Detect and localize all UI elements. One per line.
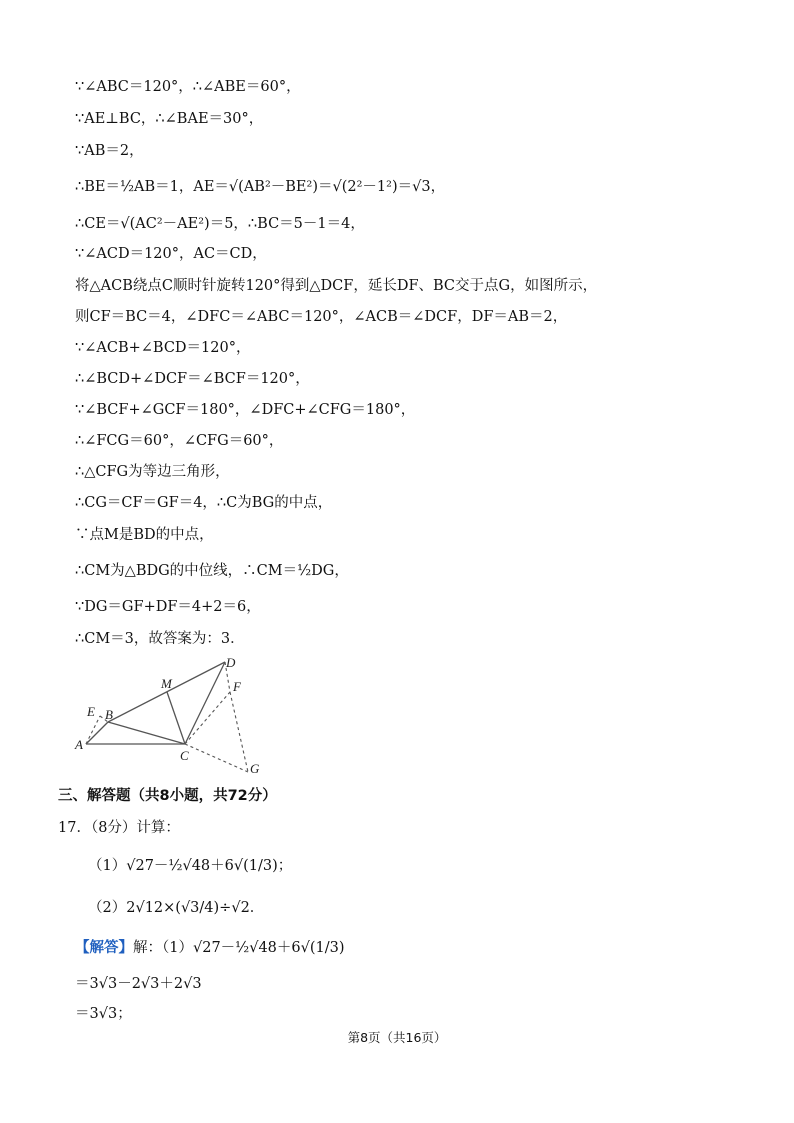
label-g: G <box>250 761 260 776</box>
section-heading: 三、解答题（共8小题，共72分） <box>58 788 277 804</box>
solution-line-5: ∴CE＝√(AC²－AE²)＝5，∴BC＝5－1＝4， <box>75 216 365 232</box>
solution-line-17: ∵DG＝GF+DF＝4+2＝6， <box>75 599 261 615</box>
answer-line <box>75 938 345 958</box>
solution-line-11: ∵∠BCF+∠GCF＝180°，∠DFC+∠CFG＝180°， <box>75 402 416 418</box>
label-m: M <box>161 676 172 691</box>
label-a: A <box>75 737 83 752</box>
segment-bd <box>108 662 225 722</box>
geometry-figure <box>70 652 270 777</box>
label-e: E <box>87 704 95 719</box>
answer-tag: 【解答】 <box>75 939 133 956</box>
answer-step-2: ＝3√3； <box>75 1006 132 1022</box>
question-17-title: 17．（8分）计算： <box>58 820 180 836</box>
solution-line-8: 则CF＝BC＝4，∠DFC＝∠ABC＝120°，∠ACB＝∠DCF，DF＝AB＝2， <box>75 309 568 325</box>
page-footer: 第8页（共16页） <box>347 1030 447 1045</box>
solution-line-9: ∵∠ACB+∠BCD＝120°， <box>75 340 251 356</box>
segment-ae <box>86 716 100 744</box>
segment-cg <box>185 744 248 772</box>
solution-line-4: ∴BE＝½AB＝1，AE＝√(AB²－BE²)＝√(2²－1²)＝√3， <box>75 179 446 195</box>
solution-line-16: ∴CM为△BDG的中位线，∴CM＝½DG， <box>75 563 349 579</box>
solution-line-3: ∵AB＝2， <box>75 143 144 159</box>
solution-line-15: ∵点M是BD的中点， <box>75 527 214 543</box>
segment-cf <box>185 692 230 744</box>
label-c: C <box>180 748 189 763</box>
solution-line-1: ∵∠ABC＝120°，∴∠ABE＝60°， <box>75 79 301 95</box>
segment-bc <box>108 722 185 744</box>
solution-line-13: ∴△CFG为等边三角形， <box>75 464 230 480</box>
label-d: D <box>226 655 236 670</box>
label-f: F <box>233 679 241 694</box>
answer-text: 解：（1）√27－½√48＋6√(1/3) <box>133 940 345 956</box>
solution-line-18: ∴CM＝3，故答案为：3． <box>75 631 245 647</box>
solution-line-2: ∵AE⊥BC，∴∠BAE＝30°， <box>75 111 264 127</box>
solution-line-7: 将△ACB绕点C顺时针旋转120°得到△DCF，延长DF、BC交于点G，如图所示， <box>75 278 598 294</box>
solution-line-10: ∴∠BCD+∠DCF＝∠BCF＝120°， <box>75 371 310 387</box>
segment-cd <box>185 662 225 744</box>
label-b: B <box>105 707 113 722</box>
solution-line-6: ∵∠ACD＝120°，AC＝CD， <box>75 246 267 262</box>
question-17-part-1: （1）√27－½√48＋6√(1/3)； <box>88 858 293 874</box>
segment-ab <box>86 722 108 744</box>
question-17-part-2: （2）2√12×(√3/4)÷√2． <box>88 900 265 916</box>
segment-fg <box>230 692 248 772</box>
solution-line-14: ∴CG＝CF＝GF＝4，∴C为BG的中点， <box>75 495 333 511</box>
answer-step-1: ＝3√3－2√3＋2√3 <box>75 976 202 992</box>
solution-line-12: ∴∠FCG＝60°，∠CFG＝60°， <box>75 433 284 449</box>
segment-cm <box>167 692 185 744</box>
